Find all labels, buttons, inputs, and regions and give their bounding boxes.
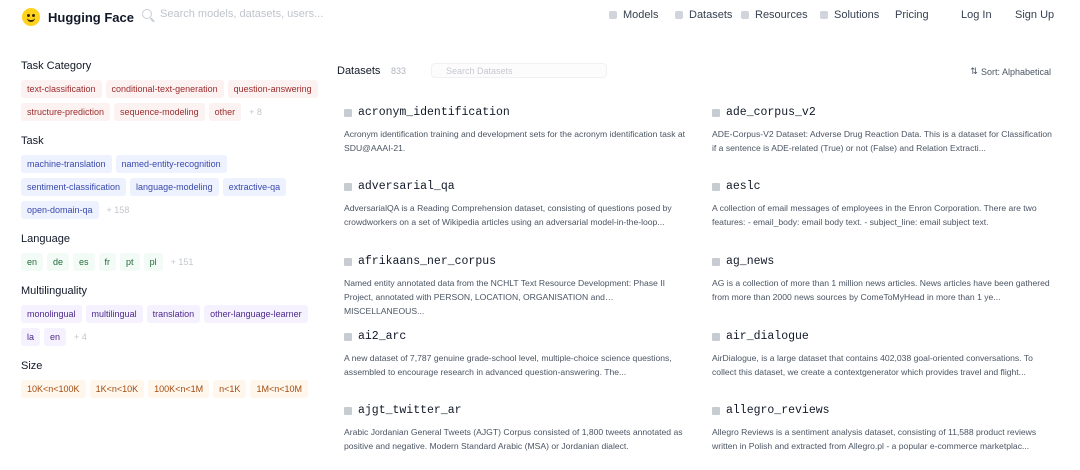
dataset-description: AG is a collection of more than 1 million news articles. News articles have been gathered from more than 2000 news sources by ComeToMyHead in more than 1 ye...: [712, 278, 1050, 302]
dataset-icon: [712, 407, 720, 415]
global-search: [142, 8, 330, 20]
brand-name: Hugging Face: [48, 9, 134, 25]
dataset-name[interactable]: acronym_identification: [358, 106, 510, 119]
dataset-icon: [344, 407, 352, 415]
search-icon: [142, 9, 152, 19]
tag-language-es[interactable]: es: [73, 253, 95, 271]
tag-multilingual[interactable]: multilingual: [86, 305, 143, 323]
dataset-icon: [344, 333, 352, 341]
dataset-icon: [712, 109, 720, 117]
signup-link[interactable]: [1015, 9, 1054, 21]
filter-section-size: [21, 360, 321, 398]
dataset-name[interactable]: ag_news: [726, 255, 775, 268]
tag-other-language-learner[interactable]: other-language-learner: [204, 305, 308, 323]
datasets-icon: [675, 11, 683, 19]
login-link[interactable]: [961, 9, 992, 21]
dataset-description: AirDialogue, is a large dataset that contains 402,038 goal-oriented conversations. To collect this dataset, we create a contextgenerator which provides travel and flight...: [712, 353, 1033, 377]
dataset-icon: [712, 183, 720, 191]
tag-text-classification[interactable]: text-classification: [21, 80, 102, 98]
dataset-description: Arabic Jordanian General Tweets (AJGT) Corpus consisted of 1,800 tweets annotated as positive and negative. Modern Standard Arabic (MSA) or Jordanian dialect.: [344, 427, 683, 451]
dataset-description: AdversarialQA is a Reading Comprehension dataset, consisting of questions posed by crowdworkers on a set of Wikipedia articles using an adversarial model-in-the-loop...: [344, 203, 672, 227]
datasets-header: [337, 64, 1057, 80]
tag-language-fr[interactable]: fr: [99, 253, 117, 271]
dataset-card[interactable]: [712, 255, 1054, 315]
filter-sidebar: [21, 60, 321, 412]
dataset-description: Named entity annotated data from the NCHLT Text Resource Development: Phase II Project, annotated with PERSON, LOCATION, ORGANISATION and MISCELLANEOUS...: [344, 278, 666, 316]
tag-language-pl[interactable]: pl: [144, 253, 163, 271]
dataset-card[interactable]: [344, 106, 686, 166]
dataset-description: ADE-Corpus-V2 Dataset: Adverse Drug Reaction Data. This is a dataset for Classification if a sentence is ADE-related (True) or not (False) and Relation Extracti...: [712, 129, 1052, 153]
tag-sentiment-classification[interactable]: sentiment-classification: [21, 178, 126, 196]
tag-other[interactable]: other: [209, 103, 242, 121]
more-tags-link[interactable]: + 158: [106, 205, 130, 215]
dataset-name[interactable]: afrikaans_ner_corpus: [358, 255, 497, 268]
tag-la[interactable]: la: [21, 328, 40, 346]
tag-size-1m-10m[interactable]: 1M<n<10M: [250, 380, 308, 398]
dataset-name[interactable]: ajgt_twitter_ar: [358, 404, 462, 417]
dataset-icon: [712, 258, 720, 266]
section-title: Task: [21, 135, 44, 147]
tag-language-de[interactable]: de: [47, 253, 69, 271]
filter-section-language: [21, 233, 321, 271]
more-tags-link[interactable]: + 4: [74, 332, 87, 342]
section-title: Task Category: [21, 60, 92, 72]
nav-datasets[interactable]: [675, 9, 732, 21]
tag-extractive-qa[interactable]: extractive-qa: [223, 178, 287, 196]
nav-models[interactable]: [609, 9, 658, 21]
nav-models-label: Models: [623, 9, 659, 21]
signup-label: Sign Up: [1015, 9, 1055, 21]
dataset-icon: [344, 183, 352, 191]
resources-icon: [741, 11, 749, 19]
tag-en[interactable]: en: [44, 328, 66, 346]
dataset-card[interactable]: [344, 330, 686, 390]
filter-section-multilinguality: [21, 285, 321, 346]
section-title: Language: [21, 233, 70, 245]
dataset-name[interactable]: ai2_arc: [358, 330, 407, 343]
dataset-description: Allegro Reviews is a sentiment analysis dataset, consisting of 11,588 product reviews written in Polish and extracted from Allegro.pl - a popular e-commerce marketplac...: [712, 427, 1037, 451]
tag-size-lt-1k[interactable]: n<1K: [213, 380, 246, 398]
tag-monolingual[interactable]: monolingual: [21, 305, 82, 323]
nav-resources[interactable]: [741, 9, 808, 21]
nav-datasets-label: Datasets: [689, 9, 733, 21]
dataset-search-input[interactable]: Search Datasets: [431, 63, 607, 78]
nav-solutions-label: Solutions: [834, 9, 880, 21]
section-title: Multilinguality: [21, 285, 88, 297]
models-icon: [609, 11, 617, 19]
dataset-card[interactable]: [712, 106, 1054, 166]
tag-named-entity-recognition[interactable]: named-entity-recognition: [116, 155, 227, 173]
sort-icon: ⇅: [970, 66, 978, 76]
tag-conditional-text-generation[interactable]: conditional-text-generation: [106, 80, 224, 98]
dataset-name[interactable]: aeslc: [726, 180, 761, 193]
dataset-name[interactable]: air_dialogue: [726, 330, 809, 343]
top-navbar: [0, 0, 1080, 34]
tag-question-answering[interactable]: question-answering: [228, 80, 318, 98]
dataset-description: A new dataset of 7,787 genuine grade-school level, multiple-choice science questions, assembled to encourage research in advanced question-answering. The...: [344, 353, 672, 377]
dataset-card[interactable]: [712, 330, 1054, 390]
sort-label: Sort: Alphabetical: [980, 66, 1051, 77]
tag-size-100k-1m[interactable]: 100K<n<1M: [148, 380, 209, 398]
tag-language-modeling[interactable]: language-modeling: [130, 178, 219, 196]
dataset-count: 833: [391, 66, 407, 76]
tag-machine-translation[interactable]: machine-translation: [21, 155, 112, 173]
brand-logo[interactable]: [22, 8, 134, 26]
login-label: Log In: [961, 9, 992, 21]
more-tags-link[interactable]: + 8: [249, 107, 262, 117]
hugging-face-icon: [22, 8, 40, 26]
dataset-description: Acronym identification training and development sets for the acronym identification task at SDU@AAAI-21.: [344, 129, 686, 153]
page-title: Datasets: [337, 65, 381, 77]
dataset-card[interactable]: [344, 255, 686, 315]
tag-language-en[interactable]: en: [21, 253, 43, 271]
dataset-card[interactable]: [712, 404, 1054, 464]
dataset-icon: [712, 333, 720, 341]
solutions-icon: [820, 11, 828, 19]
tag-language-pt[interactable]: pt: [120, 253, 140, 271]
section-title: Size: [21, 360, 43, 372]
dataset-icon: [344, 109, 352, 117]
dataset-name[interactable]: ade_corpus_v2: [726, 106, 816, 119]
dataset-card[interactable]: [712, 180, 1054, 240]
nav-resources-label: Resources: [755, 9, 808, 21]
nav-pricing-label: Pricing: [895, 9, 929, 21]
nav-pricing[interactable]: [895, 9, 929, 21]
dataset-description: A collection of email messages of employees in the Enron Corporation. There are two features: - email_body: email body text. - subject_line: email subject text.: [712, 203, 1037, 227]
dataset-name[interactable]: adversarial_qa: [358, 180, 455, 193]
tag-sequence-modeling[interactable]: sequence-modeling: [114, 103, 205, 121]
dataset-card[interactable]: [344, 404, 686, 464]
filter-section-task-category: [21, 60, 321, 121]
dataset-icon: [344, 258, 352, 266]
more-tags-link[interactable]: + 151: [170, 257, 194, 267]
search-input[interactable]: [160, 8, 330, 20]
tag-structure-prediction[interactable]: structure-prediction: [21, 103, 110, 121]
nav-solutions[interactable]: [820, 9, 879, 21]
sort-dropdown[interactable]: [970, 66, 1051, 77]
tag-size-10k-100k[interactable]: 10K<n<100K: [21, 380, 86, 398]
dataset-card[interactable]: [344, 180, 686, 240]
filter-section-task: [21, 135, 321, 219]
tag-open-domain-qa[interactable]: open-domain-qa: [21, 201, 99, 219]
dataset-name[interactable]: allegro_reviews: [726, 404, 830, 417]
tag-size-1k-10k[interactable]: 1K<n<10K: [90, 380, 145, 398]
tag-translation[interactable]: translation: [147, 305, 201, 323]
